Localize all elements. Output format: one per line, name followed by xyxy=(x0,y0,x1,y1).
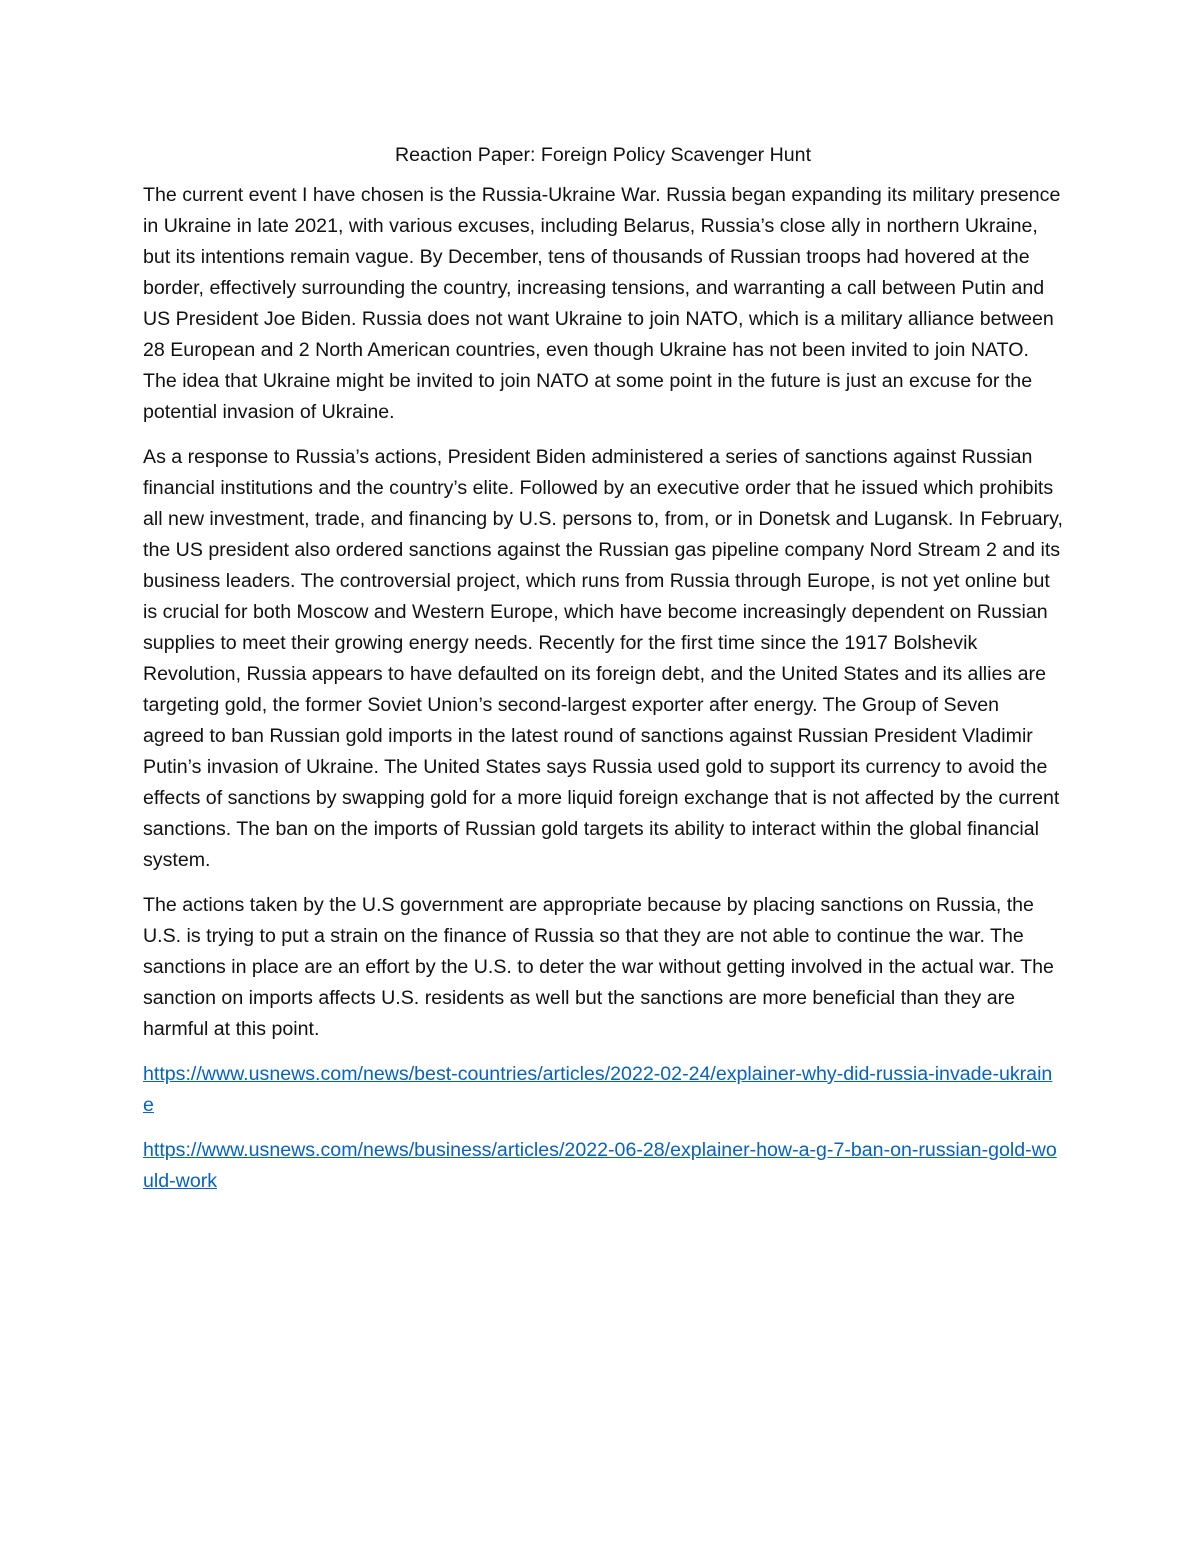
paragraph-us-response: As a response to Russia’s actions, President Biden administered a series of sanctions against Russian financial institutions and the country’s elite. Followed by an executive order that he issued which prohibits all new investment, trade, and financing by U.S. persons to, from, or in Donetsk and Lugansk. In February, the US president also ordered sanctions against the Russian gas pipeline company Nord Stream 2 and its business leaders. The controversial project, which runs from Russia through Europe, is not yet online but is crucial for both Moscow and Western Europe, which have become increasingly dependent on Russian supplies to meet their growing energy needs. Recently for the first time since the 1917 Bolshevik Revolution, Russia appears to have defaulted on its foreign debt, and the United States and its allies are targeting gold, the former Soviet Union’s second-largest exporter after energy. The Group of Seven agreed to ban Russian gold imports in the latest round of sanctions against Russian President Vladimir Putin’s invasion of Ukraine. The United States says Russia used gold to support its currency to avoid the effects of sanctions by swapping gold for a more liquid foreign exchange that is not affected by the current sanctions. The ban on the imports of Russian gold targets its ability to interact within the global financial system. xyxy=(143,446,1063,871)
source-link-russia-invade-ukraine[interactable]: https://www.usnews.com/news/best-countries/articles/2022-02-24/explainer-why-did-russia-invade-ukraine xyxy=(143,1063,1053,1116)
paragraph-evaluation: The actions taken by the U.S government are appropriate because by placing sanctions on Russia, the U.S. is trying to put a strain on the finance of Russia so that they are not able to continue the war. The sanctions in place are an effort by the U.S. to deter the war without getting involved in the actual war. The sanction on imports affects U.S. residents as well but the sanctions are more beneficial than they are harmful at this point. xyxy=(143,894,1054,1040)
paragraph-current-event: The current event I have chosen is the Russia-Ukraine War. Russia began expanding its military presence in Ukraine in late 2021, with various excuses, including Belarus, Russia’s close ally in northern Ukraine, but its intentions remain vague. By December, tens of thousands of Russian troops had hovered at the border, effectively surrounding the country, increasing tensions, and warranting a call between Putin and US President Joe Biden. Russia does not want Ukraine to join NATO, which is a military alliance between 28 European and 2 North American countries, even though Ukraine has not been invited to join NATO. The idea that Ukraine might be invited to join NATO at some point in the future is just an excuse for the potential invasion of Ukraine. xyxy=(143,184,1061,423)
source-link-g7-gold-ban[interactable]: https://www.usnews.com/news/business/articles/2022-06-28/explainer-how-a-g-7-ban-on-russian-gold-would-work xyxy=(143,1139,1057,1192)
document-body xyxy=(143,140,1063,1211)
document-title: Reaction Paper: Foreign Policy Scavenger Hunt xyxy=(394,144,812,166)
